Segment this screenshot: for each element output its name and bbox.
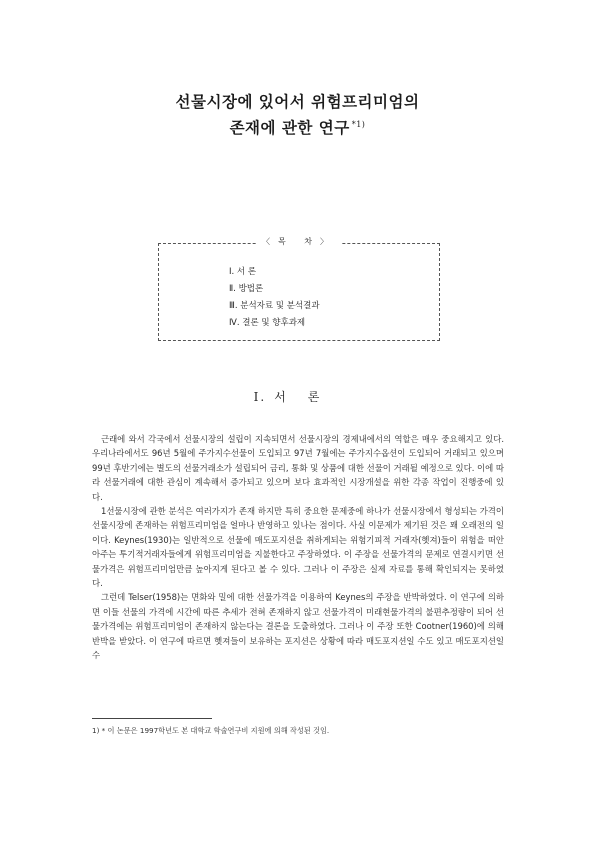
toc-heading: 〈목 차〉 bbox=[256, 237, 342, 246]
body-text bbox=[92, 432, 504, 663]
table-of-contents bbox=[158, 237, 440, 341]
toc-item: Ⅱ. 방법론 bbox=[229, 284, 264, 294]
toc-item: Ⅲ. 분석자료 및 분석결과 bbox=[229, 301, 320, 311]
toc-heading-wrap bbox=[159, 236, 439, 247]
toc-list bbox=[229, 264, 320, 332]
paper-title-line-1: 선물시장에 있어서 위험프리미엄의 bbox=[175, 92, 420, 111]
paragraph: 근래에 와서 각국에서 선물시장의 설립이 지속되면서 선물시장의 경제내에서의 역할은 매우 중요해지고 있다. 우리나라에서도 96년 5월에 주가지수선물이 도입되고 97년 7월에는 주가지수옵션이 도입되어 거래되고 있으며 99년 후반기에는 별도의 선물거래소가 설립되어 금리, 통화 및 상품에 대한 선물이 거래될 예정으로 있다. 이에 따라 선물거래에 대한 관심이 계속해서 증가되고 있으며 보다 효과적인 시장개설을 위한 각종 작업이 진행중에 있다. bbox=[92, 434, 504, 502]
paper-title-text: 존재에 관한 연구 bbox=[229, 118, 350, 137]
toc-item: Ⅰ. 서 론 bbox=[229, 267, 257, 277]
paragraph: 1선물시장에 관한 분석은 여러가지가 존재 하지만 특히 중요한 문제중에 하나가 선물시장에서 형성되는 가격이 선물시장에 존재하는 위험프리미엄을 얼마나 반영하고 있나는 점이다. 사실 이문제가 제기된 것은 꽤 오래전의 일이다. Keynes(1930)는 일반적으로 선물에 매도포지션을 취하게되는 위험기피적 거래자(헷져)들이 위험을 떠안아주는 투기적거래자들에게 위험프리미엄을 지불한다고 주장하였다. 이 주장을 선물가격의 문제로 연결시키면 선물가격은 위험프리미엄만큼 높아지게 된다고 볼 수 있다. 그러나 이 주장은 실제 자료를 통해 확인되지는 못하였다. bbox=[92, 506, 504, 589]
section-heading bbox=[0, 388, 595, 405]
title-footnote-mark: *1) bbox=[351, 119, 366, 129]
toc-item: Ⅳ. 결론 및 향후과제 bbox=[229, 318, 306, 328]
paper-title-line-2 bbox=[0, 116, 595, 138]
footnote-divider bbox=[92, 718, 212, 719]
footnote: 1) * 이 논문은 1997학년도 본 대학교 학술연구비 지원에 의해 작성된 것임. bbox=[92, 726, 330, 735]
paragraph: 그런데 Telser(1958)는 면화와 밀에 대한 선물가격을 이용하여 Keynes의 주장을 반박하였다. 이 연구에 의하면 이들 선물의 가격에 시간에 따른 추세가 전혀 존재하지 않고 선물가격이 미래현물가격의 불편추정량이 되어 선물가격에는 위험프리미엄이 존재하지 않는다는 결론을 도출하였다. 그러나 이 주장 또한 Cootner(1960)에 의해 반박을 받았다. 이 연구에 따르면 헷져들이 보유하는 포지션은 상황에 따라 매도포지션일 수도 있고 매도포지션일 수 bbox=[92, 592, 504, 661]
section-title: 서론 bbox=[274, 390, 342, 404]
section-number: Ⅰ. bbox=[253, 390, 267, 404]
